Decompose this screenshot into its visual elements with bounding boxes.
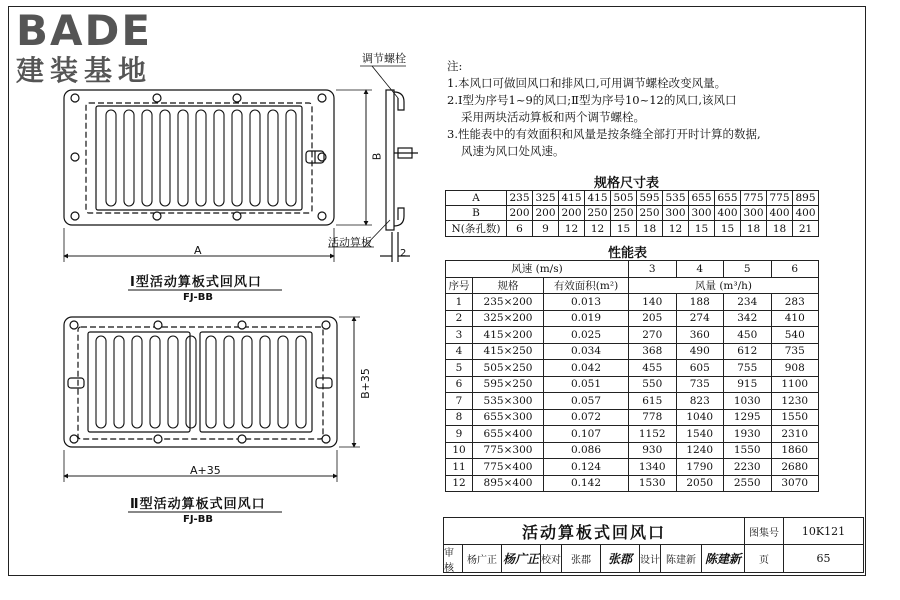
- type2-caption: Ⅱ型活动算板式回风口: [130, 497, 266, 512]
- perf-seq-cell: 10: [446, 442, 473, 459]
- col-flow-header: 风量 (m³/h): [629, 277, 819, 294]
- size-cell: 415: [585, 191, 611, 206]
- perf-spec-cell: 535×300: [473, 393, 544, 410]
- perf-area-cell: 0.051: [544, 376, 629, 393]
- perf-area-cell: 0.013: [544, 294, 629, 311]
- size-cell: 18: [741, 221, 767, 237]
- perf-flow-cell: 234: [724, 294, 772, 311]
- perf-area-cell: 0.025: [544, 327, 629, 344]
- size-cell: 775: [767, 191, 793, 206]
- perf-flow-cell: 615: [629, 393, 677, 410]
- perf-spec-cell: 415×250: [473, 343, 544, 360]
- size-cell: 12: [559, 221, 585, 237]
- size-cell: 535: [663, 191, 689, 206]
- size-cell: 400: [793, 206, 819, 221]
- perf-flow-cell: 450: [724, 327, 772, 344]
- perf-flow-cell: 1790: [676, 459, 724, 476]
- perf-flow-cell: 490: [676, 343, 724, 360]
- designer-signature: 陈建新: [701, 544, 745, 573]
- size-cell: 12: [585, 221, 611, 237]
- perf-spec-cell: 655×300: [473, 409, 544, 426]
- size-cell: 18: [637, 221, 663, 237]
- atlas-number-label: 图集号: [744, 517, 784, 545]
- type1-side-view: [380, 90, 418, 262]
- size-table: [445, 190, 819, 237]
- perf-spec-cell: 595×250: [473, 376, 544, 393]
- perf-table-row: [446, 294, 819, 311]
- perf-table-title: 性能表: [608, 246, 648, 261]
- perf-flow-cell: 1930: [724, 426, 772, 443]
- size-cell: 15: [715, 221, 741, 237]
- perf-table-row: [446, 360, 819, 377]
- perf-table-row: [446, 442, 819, 459]
- perf-table-row: [446, 327, 819, 344]
- size-table-title: 规格尺寸表: [594, 176, 660, 191]
- perf-flow-cell: 360: [676, 327, 724, 344]
- dimension-2-label: 2: [400, 248, 407, 259]
- size-cell: 655: [715, 191, 741, 206]
- perf-area-cell: 0.057: [544, 393, 629, 410]
- perf-area-cell: 0.107: [544, 426, 629, 443]
- perf-seq-cell: 12: [446, 475, 473, 492]
- size-cell: 505: [611, 191, 637, 206]
- size-cell: 300: [663, 206, 689, 221]
- size-cell: 300: [741, 206, 767, 221]
- perf-flow-cell: 605: [676, 360, 724, 377]
- perf-flow-cell: 755: [724, 360, 772, 377]
- velocity-header: 风速 (m/s): [446, 261, 629, 278]
- size-cell: 250: [637, 206, 663, 221]
- note-line: 2.Ⅰ型为序号1~9的风口;Ⅱ型为序号10~12的风口,该风口: [447, 93, 737, 107]
- logo-subtitle: 建装基地: [16, 54, 153, 87]
- perf-table-row: [446, 343, 819, 360]
- dimension-a-label: A: [194, 244, 202, 257]
- perf-table-row: [446, 459, 819, 476]
- perf-spec-cell: 415×200: [473, 327, 544, 344]
- perf-area-cell: 0.124: [544, 459, 629, 476]
- perf-area-cell: 0.042: [544, 360, 629, 377]
- size-cell: 400: [767, 206, 793, 221]
- size-cell: 250: [611, 206, 637, 221]
- perf-flow-cell: 1152: [629, 426, 677, 443]
- velocity-value: 5: [724, 261, 772, 278]
- perf-flow-cell: 270: [629, 327, 677, 344]
- perf-spec-cell: 235×200: [473, 294, 544, 311]
- perf-flow-cell: 930: [629, 442, 677, 459]
- perf-flow-cell: 140: [629, 294, 677, 311]
- perf-area-cell: 0.019: [544, 310, 629, 327]
- perf-flow-cell: 735: [676, 376, 724, 393]
- checker-name: 张郡: [561, 544, 601, 573]
- size-cell: 775: [741, 191, 767, 206]
- type1-caption: Ⅰ型活动算板式回风口: [130, 275, 262, 290]
- size-row-label: N(条孔数): [446, 221, 507, 237]
- notes-section: [447, 58, 857, 160]
- perf-flow-cell: 455: [629, 360, 677, 377]
- perf-table-row: [446, 376, 819, 393]
- perf-spec-cell: 895×400: [473, 475, 544, 492]
- size-table-row: [446, 221, 819, 237]
- perf-flow-cell: 205: [629, 310, 677, 327]
- type2-front-view: [64, 317, 337, 447]
- perf-flow-cell: 1550: [771, 409, 819, 426]
- size-row-label: B: [446, 206, 507, 221]
- perf-flow-cell: 1530: [629, 475, 677, 492]
- perf-flow-cell: 368: [629, 343, 677, 360]
- atlas-number: 10K121: [783, 517, 864, 545]
- perf-flow-cell: 274: [676, 310, 724, 327]
- size-cell: 200: [533, 206, 559, 221]
- review-label: 审核: [443, 544, 463, 573]
- note-line: 风速为风口处风速。: [461, 144, 565, 158]
- perf-flow-cell: 1240: [676, 442, 724, 459]
- perf-seq-cell: 8: [446, 409, 473, 426]
- perf-flow-cell: 908: [771, 360, 819, 377]
- perf-flow-cell: 735: [771, 343, 819, 360]
- notes-heading: 注:: [447, 59, 463, 73]
- reviewer-name: 杨广正: [462, 544, 502, 573]
- type2-dimensions: [64, 317, 360, 482]
- size-cell: 15: [611, 221, 637, 237]
- perf-table-row: [446, 475, 819, 492]
- perf-seq-cell: 6: [446, 376, 473, 393]
- reviewer-signature: 杨广正: [501, 544, 541, 573]
- perf-seq-cell: 5: [446, 360, 473, 377]
- velocity-value: 4: [676, 261, 724, 278]
- checker-signature: 张郡: [600, 544, 640, 573]
- perf-table-row: [446, 409, 819, 426]
- velocity-value: 3: [629, 261, 677, 278]
- size-cell: 6: [507, 221, 533, 237]
- size-cell: 200: [559, 206, 585, 221]
- perf-seq-cell: 7: [446, 393, 473, 410]
- size-cell: 200: [507, 206, 533, 221]
- size-cell: 325: [533, 191, 559, 206]
- title-block: [443, 517, 864, 573]
- perf-area-cell: 0.034: [544, 343, 629, 360]
- note-line: 采用两块活动算板和两个调节螺栓。: [461, 110, 645, 124]
- type1-code: FJ-BB: [183, 292, 213, 303]
- perf-area-cell: 0.142: [544, 475, 629, 492]
- perf-spec-cell: 325×200: [473, 310, 544, 327]
- perf-table-row: [446, 310, 819, 327]
- page-number: 65: [783, 544, 864, 573]
- size-cell: 15: [689, 221, 715, 237]
- logo-wordmark: BADE: [16, 6, 153, 55]
- perf-flow-cell: 2310: [771, 426, 819, 443]
- size-cell: 18: [767, 221, 793, 237]
- perf-flow-cell: 1295: [724, 409, 772, 426]
- dimension-b35-label: B+35: [358, 368, 372, 399]
- perf-flow-cell: 540: [771, 327, 819, 344]
- perf-flow-cell: 1040: [676, 409, 724, 426]
- size-cell: 400: [715, 206, 741, 221]
- type1-front-view: [64, 90, 334, 225]
- check-label: 校对: [540, 544, 562, 573]
- size-cell: 235: [507, 191, 533, 206]
- perf-seq-cell: 2: [446, 310, 473, 327]
- perf-flow-cell: 188: [676, 294, 724, 311]
- perf-flow-cell: 1550: [724, 442, 772, 459]
- perf-spec-cell: 505×250: [473, 360, 544, 377]
- size-table-row: [446, 206, 819, 221]
- note-line: 1.本风口可做回风口和排风口,可用调节螺栓改变风量。: [447, 76, 727, 90]
- perf-flow-cell: 1230: [771, 393, 819, 410]
- size-cell: 595: [637, 191, 663, 206]
- perf-flow-cell: 778: [629, 409, 677, 426]
- perf-flow-cell: 612: [724, 343, 772, 360]
- type2-code: FJ-BB: [183, 514, 213, 525]
- perf-flow-cell: 2680: [771, 459, 819, 476]
- performance-table: [445, 260, 819, 492]
- col-spec-header: 规格: [473, 277, 544, 294]
- perf-flow-cell: 2230: [724, 459, 772, 476]
- perf-flow-cell: 1340: [629, 459, 677, 476]
- perf-flow-cell: 550: [629, 376, 677, 393]
- perf-flow-cell: 410: [771, 310, 819, 327]
- type1-dimensions: [64, 90, 372, 262]
- perf-flow-cell: 1860: [771, 442, 819, 459]
- size-cell: 250: [585, 206, 611, 221]
- perf-area-cell: 0.072: [544, 409, 629, 426]
- size-cell: 21: [793, 221, 819, 237]
- perf-flow-cell: 1100: [771, 376, 819, 393]
- note-line: 3.性能表中的有效面积和风量是按条缝全部打开时计算的数据,: [447, 127, 761, 141]
- perf-flow-cell: 3070: [771, 475, 819, 492]
- perf-seq-cell: 11: [446, 459, 473, 476]
- size-cell: 655: [689, 191, 715, 206]
- perf-flow-cell: 1030: [724, 393, 772, 410]
- drawing-title: 活动算板式回风口: [443, 517, 745, 545]
- perf-flow-cell: 1540: [676, 426, 724, 443]
- col-seq-header: 序号: [446, 277, 473, 294]
- size-cell: 895: [793, 191, 819, 206]
- perf-seq-cell: 4: [446, 343, 473, 360]
- perf-flow-cell: 342: [724, 310, 772, 327]
- perf-spec-cell: 775×300: [473, 442, 544, 459]
- velocity-value: 6: [771, 261, 819, 278]
- perf-area-cell: 0.086: [544, 442, 629, 459]
- perf-table-row: [446, 393, 819, 410]
- designer-name: 陈建新: [660, 544, 702, 573]
- perf-seq-cell: 1: [446, 294, 473, 311]
- col-area-header: 有效面积(m²): [544, 277, 629, 294]
- perf-spec-cell: 655×400: [473, 426, 544, 443]
- perf-spec-cell: 775×400: [473, 459, 544, 476]
- size-cell: 12: [663, 221, 689, 237]
- dimension-b-label: B: [370, 152, 384, 161]
- page-label: 页: [744, 544, 784, 573]
- callout-adjusting-bolt: 调节螺栓: [362, 52, 406, 65]
- size-row-label: A: [446, 191, 507, 206]
- perf-seq-cell: 9: [446, 426, 473, 443]
- dimension-a35-label: A+35: [190, 464, 221, 477]
- perf-flow-cell: 823: [676, 393, 724, 410]
- perf-flow-cell: 283: [771, 294, 819, 311]
- perf-seq-cell: 3: [446, 327, 473, 344]
- perf-flow-cell: 2550: [724, 475, 772, 492]
- size-cell: 300: [689, 206, 715, 221]
- design-label: 设计: [639, 544, 661, 573]
- size-cell: 415: [559, 191, 585, 206]
- size-cell: 9: [533, 221, 559, 237]
- callout-movable-plate: 活动算板: [328, 236, 372, 249]
- perf-table-row: [446, 426, 819, 443]
- perf-flow-cell: 915: [724, 376, 772, 393]
- size-table-row: [446, 191, 819, 206]
- perf-flow-cell: 2050: [676, 475, 724, 492]
